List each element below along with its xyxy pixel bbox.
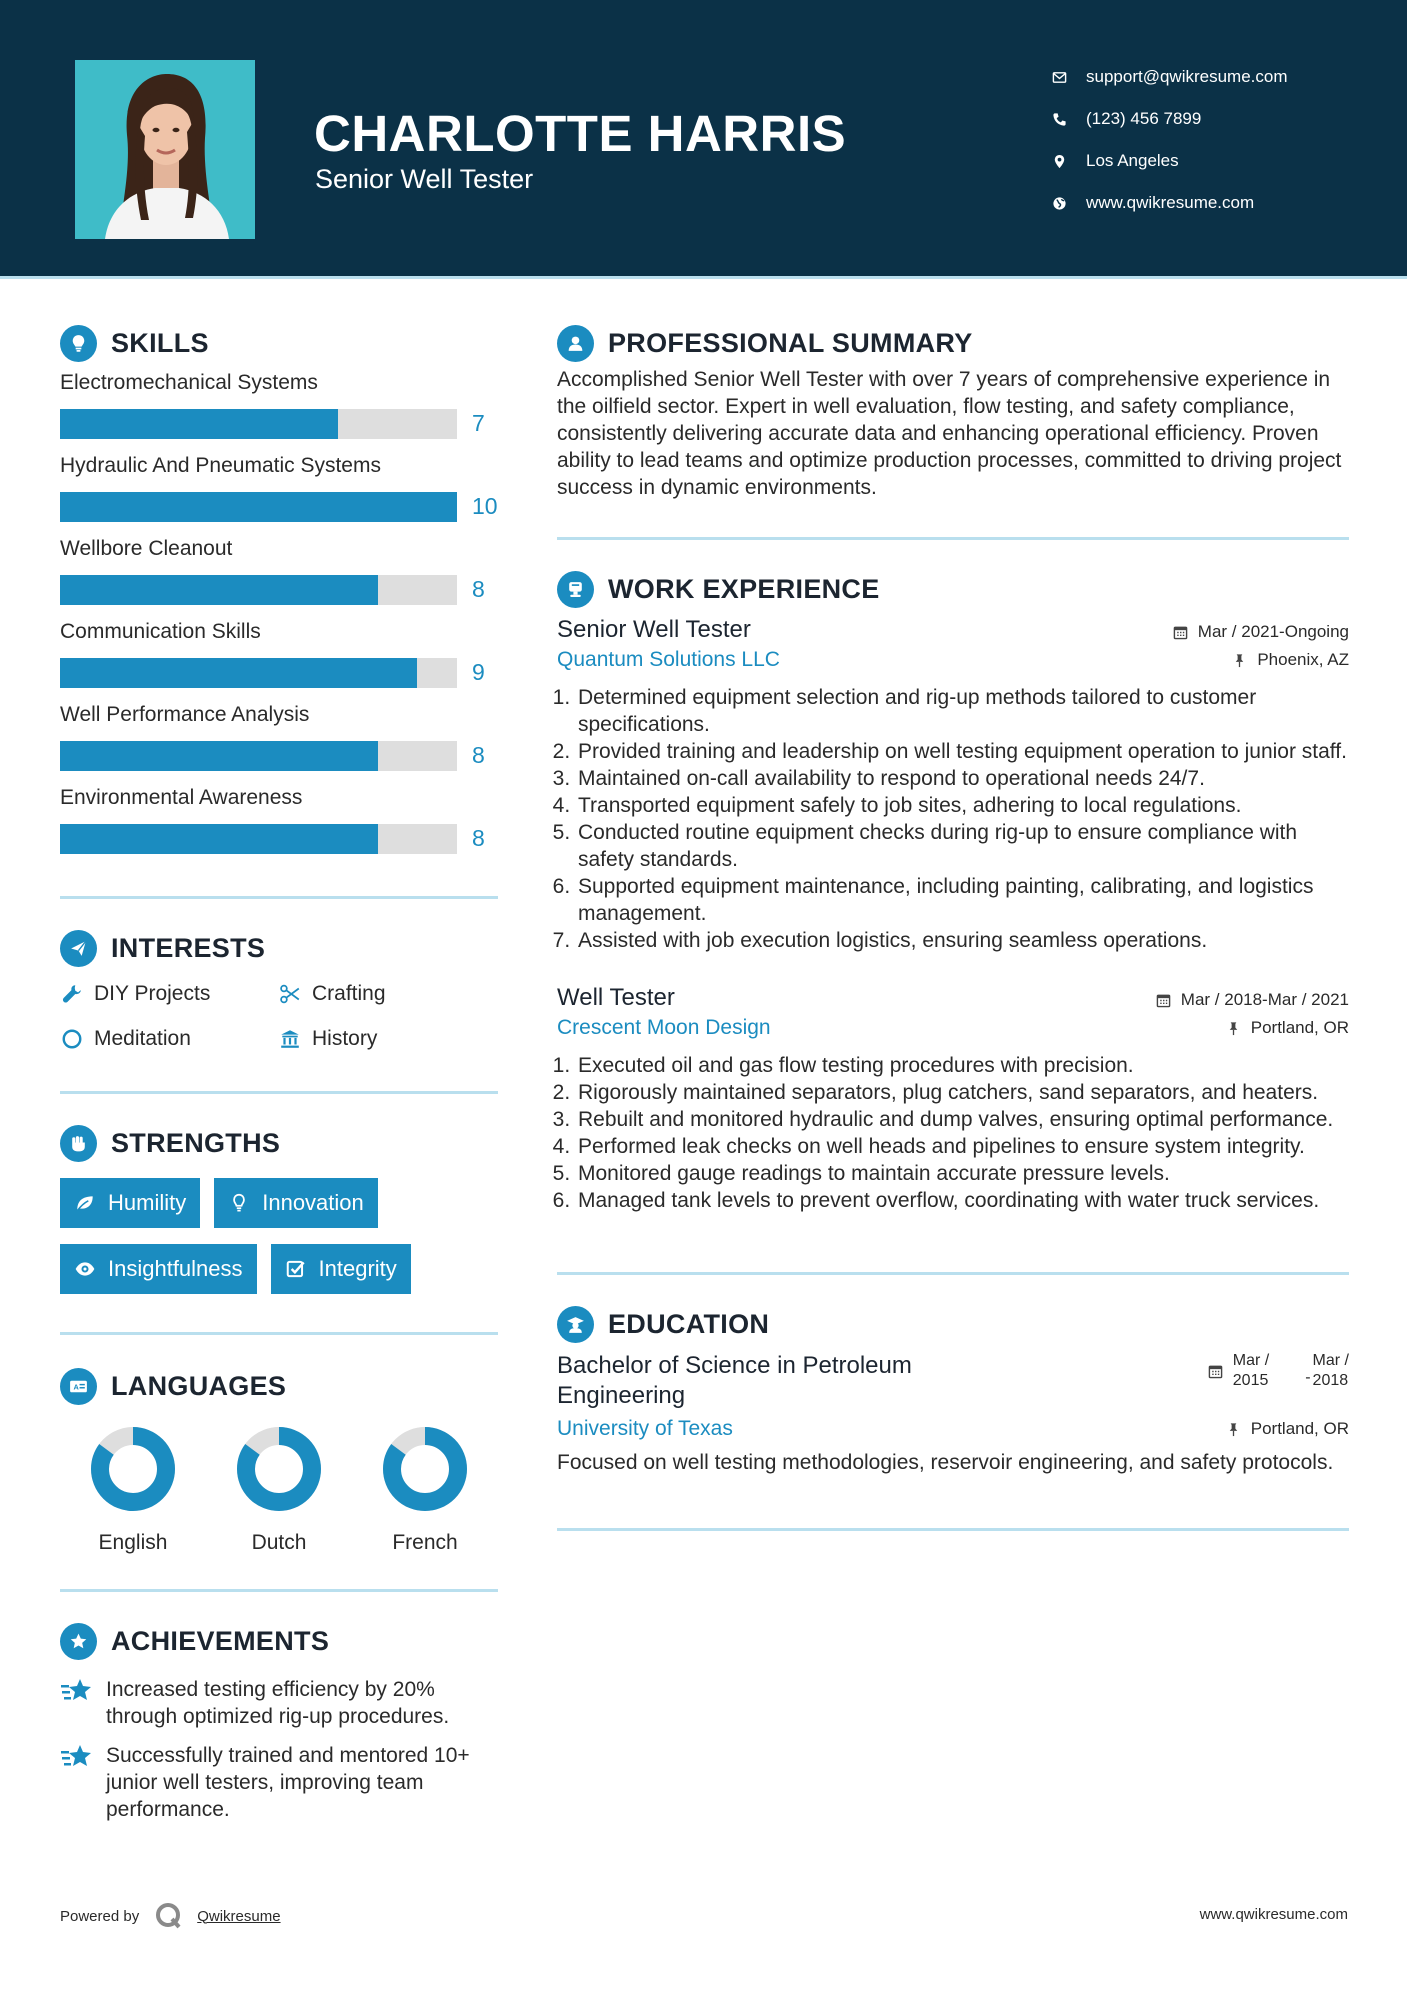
right-column [557, 322, 1349, 1531]
pushpin-icon [1226, 1422, 1241, 1437]
language-name: English [98, 1531, 168, 1554]
pushpin-icon [1232, 653, 1247, 668]
summary-heading [557, 322, 1349, 364]
skills-title: SKILLS [111, 327, 209, 358]
languages-title: LANGUAGES [111, 1370, 287, 1401]
globe-icon [1048, 192, 1070, 214]
bank-icon [278, 1027, 302, 1051]
map-pin-icon [1048, 150, 1070, 172]
skills-list [60, 371, 498, 862]
school-name: University of Texas [557, 1417, 733, 1440]
interest-label: History [312, 1026, 378, 1050]
lightbulb-icon [226, 1190, 252, 1216]
section-divider [557, 1528, 1349, 1531]
job-entry [557, 984, 1349, 1214]
contact-website[interactable] [1048, 182, 1288, 224]
section-divider [60, 1091, 498, 1094]
end-year: 2018 [1312, 1372, 1349, 1389]
strength-chip [214, 1178, 378, 1228]
job-dates [1173, 622, 1349, 642]
languages-heading [60, 1365, 498, 1407]
strengths-title: STRENGTHS [111, 1127, 281, 1158]
degree-title [557, 1351, 912, 1411]
skill-value: 8 [472, 742, 485, 768]
contact-location-text: Los Angeles [1086, 151, 1179, 170]
skill-value: 9 [472, 659, 485, 685]
education-title: EDUCATION [608, 1308, 770, 1339]
calendar-icon [1173, 625, 1188, 640]
job-location [1226, 1018, 1349, 1038]
strengths-heading [60, 1122, 498, 1164]
duty-item: 2. Provided training and leadership on well testing equipment operation to junior staff. [576, 738, 1349, 765]
skill-fill [60, 741, 378, 771]
education-description: Focused on well testing methodologies, reservoir engineering, and safety protocols. [557, 1451, 1334, 1474]
duty-list [557, 684, 1349, 954]
experience-title: WORK EXPERIENCE [608, 573, 880, 604]
contact-email[interactable] [1048, 56, 1288, 98]
achievements-list [60, 1676, 498, 1823]
interest-label: DIY Projects [94, 981, 211, 1005]
skill-item [60, 786, 498, 862]
duty-item: 4. Performed leak checks on well heads and pipelines to ensure system integrity. [576, 1133, 1349, 1160]
job-dates-text: Mar / 2021-Ongoing [1197, 622, 1349, 641]
language-donut [381, 1425, 469, 1513]
skill-bar [60, 658, 457, 688]
job-location-text: Phoenix, AZ [1257, 650, 1349, 669]
powered-by-brand-link[interactable]: Qwikresume [197, 1907, 281, 1925]
education-entry [557, 1351, 1349, 1476]
portrait-photo [75, 60, 255, 239]
section-divider [60, 1589, 498, 1592]
section-divider [557, 1272, 1349, 1275]
skill-fill [60, 575, 378, 605]
language-donut [235, 1425, 323, 1513]
strength-chip [60, 1244, 257, 1294]
interest-item [278, 1024, 478, 1053]
contact-phone[interactable] [1048, 98, 1288, 140]
skill-value: 8 [472, 825, 485, 851]
duty-item: 1. Executed oil and gas flow testing procedures with precision. [576, 1052, 1349, 1079]
duty-item: 5. Monitored gauge readings to maintain accurate pressure levels. [576, 1160, 1349, 1187]
skills-heading [60, 322, 498, 364]
shooting-star-icon [60, 1676, 94, 1706]
duty-item: 6. Supported equipment maintenance, including painting, calibrating, and logistics management. [576, 873, 1349, 927]
skill-bar [60, 824, 457, 854]
svg-text:A: A [73, 1381, 79, 1391]
section-divider [60, 1332, 498, 1335]
achievements-title: ACHIEVEMENTS [111, 1625, 330, 1656]
achievement-item [60, 1742, 498, 1823]
skill-value: 7 [472, 410, 485, 436]
education-location-text: Portland, OR [1250, 1419, 1349, 1438]
profile-photo [75, 60, 255, 239]
interest-item [60, 979, 278, 1008]
education-dates [1208, 1351, 1349, 1391]
contact-location [1048, 140, 1288, 182]
resume-header [0, 0, 1407, 276]
skill-item [60, 703, 498, 779]
job-location [1232, 650, 1349, 670]
skill-item [60, 371, 498, 447]
interest-label: Crafting [312, 981, 386, 1005]
contact-list [1048, 56, 1288, 224]
achievement-item [60, 1676, 498, 1730]
skill-item [60, 454, 498, 530]
strength-chip [271, 1244, 411, 1294]
duty-item: 1. Determined equipment selection and rig-up methods tailored to customer specifications. [576, 684, 1349, 738]
duty-item: 2. Rigorously maintained separators, plug catchers, sand separators, and heaters. [576, 1079, 1349, 1106]
scissors-icon [278, 982, 302, 1006]
duty-item: 7. Assisted with job execution logistics, ensuring seamless operations. [576, 927, 1349, 954]
skill-bar [60, 741, 457, 771]
shooting-star-icon [60, 1742, 94, 1772]
duty-item: 3. Maintained on-call availability to respond to operational needs 24/7. [576, 765, 1349, 792]
degree-line: Engineering [557, 1382, 686, 1409]
interest-item [60, 1024, 278, 1053]
strength-label: Humility [108, 1190, 187, 1215]
skill-fill [60, 824, 378, 854]
skill-item [60, 620, 498, 696]
start-year: 2015 [1232, 1372, 1269, 1389]
circle-icon [60, 1027, 84, 1051]
language-item [206, 1425, 352, 1555]
duty-item: 6. Managed tank levels to prevent overflow, coordinating with water truck services. [576, 1187, 1349, 1214]
calendar-icon [1208, 1364, 1223, 1379]
start-month: Mar / [1232, 1352, 1270, 1369]
section-divider [60, 896, 498, 899]
skill-bar [60, 492, 457, 522]
education-location [1226, 1419, 1349, 1439]
id-card-icon [60, 1368, 97, 1405]
job-title: Well Tester [557, 984, 675, 1011]
strength-label: Innovation [262, 1190, 364, 1215]
strength-label: Integrity [318, 1256, 397, 1281]
strengths-list [60, 1178, 498, 1294]
user-icon [557, 325, 594, 362]
powered-by [60, 1902, 281, 1930]
contact-phone-text: (123) 456 7899 [1086, 109, 1202, 128]
summary-title: PROFESSIONAL SUMMARY [608, 327, 973, 358]
degree-line: Bachelor of Science in Petroleum [557, 1352, 912, 1379]
job-location-text: Portland, OR [1250, 1018, 1349, 1037]
date-dash: - [1305, 1369, 1311, 1386]
strength-label: Insightfulness [108, 1256, 243, 1281]
company-name: Quantum Solutions LLC [557, 648, 780, 671]
interest-label: Meditation [94, 1026, 191, 1050]
job-dates-text: Mar / 2018-Mar / 2021 [1180, 990, 1349, 1009]
phone-icon [1048, 108, 1070, 130]
header-divider [0, 276, 1407, 279]
duty-item: 5. Conducted routine equipment checks during rig-up to ensure compliance with safety standards. [576, 819, 1349, 873]
skill-item [60, 537, 498, 613]
footer-url-link[interactable]: www.qwikresume.com [1199, 1906, 1348, 1923]
skill-name: Well Performance Analysis [60, 703, 310, 726]
candidate-name: CHARLOTTE HARRIS [314, 105, 847, 162]
wrench-icon [60, 982, 84, 1006]
language-name: French [392, 1531, 458, 1554]
leaf-icon [72, 1190, 98, 1216]
interests-heading [60, 927, 498, 969]
duty-list [557, 1052, 1349, 1214]
qwikresume-logo-icon [155, 1902, 183, 1930]
skill-fill [60, 409, 338, 439]
achievements-heading [60, 1620, 498, 1662]
achievement-text: Successfully trained and mentored 10+ junior well testers, improving team performance. [106, 1744, 470, 1821]
eye-icon [72, 1256, 98, 1282]
languages-list [60, 1425, 498, 1555]
envelope-icon [1048, 66, 1070, 88]
strength-chip [60, 1178, 200, 1228]
briefcase-icon [557, 571, 594, 608]
company-name: Crescent Moon Design [557, 1016, 771, 1039]
candidate-title: Senior Well Tester [315, 164, 534, 194]
left-column [60, 322, 498, 1823]
language-item [60, 1425, 206, 1555]
skill-value: 10 [472, 493, 498, 519]
language-donut [89, 1425, 177, 1513]
pushpin-icon [1226, 1021, 1241, 1036]
skill-value: 8 [472, 576, 485, 602]
fist-icon [60, 1125, 97, 1162]
skill-name: Electromechanical Systems [60, 371, 318, 394]
calendar-icon [1156, 993, 1171, 1008]
education-start [1233, 1351, 1269, 1391]
skill-bar [60, 575, 457, 605]
lightbulb-icon [60, 325, 97, 362]
graduate-icon [557, 1306, 594, 1343]
contact-email-text: support@qwikresume.com [1086, 67, 1288, 86]
experience-heading [557, 568, 1349, 610]
language-item [352, 1425, 498, 1555]
skill-fill [60, 492, 457, 522]
contact-website-text: www.qwikresume.com [1086, 193, 1255, 212]
job-dates [1156, 990, 1349, 1010]
job-title: Senior Well Tester [557, 616, 751, 643]
language-name: Dutch [251, 1531, 307, 1554]
interests-title: INTERESTS [111, 932, 266, 963]
education-heading [557, 1303, 1349, 1345]
paper-plane-icon [60, 930, 97, 967]
section-divider [557, 537, 1349, 540]
achievement-text: Increased testing efficiency by 20% through optimized rig-up procedures. [106, 1678, 450, 1728]
skill-fill [60, 658, 417, 688]
powered-by-label: Powered by [60, 1907, 140, 1925]
interest-item [278, 979, 478, 1008]
duty-item: 4. Transported equipment safely to job sites, adhering to local regulations. [576, 792, 1349, 819]
check-square-icon [283, 1256, 309, 1282]
skill-name: Environmental Awareness [60, 786, 303, 809]
skill-name: Wellbore Cleanout [60, 537, 233, 560]
summary-text: Accomplished Senior Well Tester with over 7 years of comprehensive experience in the oilfield sector. Expert in well evaluation, flow testing, and safety compliance, consistently delivering accurate data and enhancing operational efficiency. Proven ability to lead teams and optimize production processes, committed to driving project success in dynamic environments. [557, 368, 1342, 499]
interests-list [60, 979, 498, 1053]
education-end [1313, 1351, 1349, 1391]
end-month: Mar / [1312, 1352, 1349, 1369]
star-badge-icon [60, 1623, 97, 1660]
skill-name: Communication Skills [60, 620, 261, 643]
skill-name: Hydraulic And Pneumatic Systems [60, 454, 381, 477]
duty-item: 3. Rebuilt and monitored hydraulic and dump valves, ensuring optimal performance. [576, 1106, 1349, 1133]
job-entry [557, 616, 1349, 954]
skill-bar [60, 409, 457, 439]
